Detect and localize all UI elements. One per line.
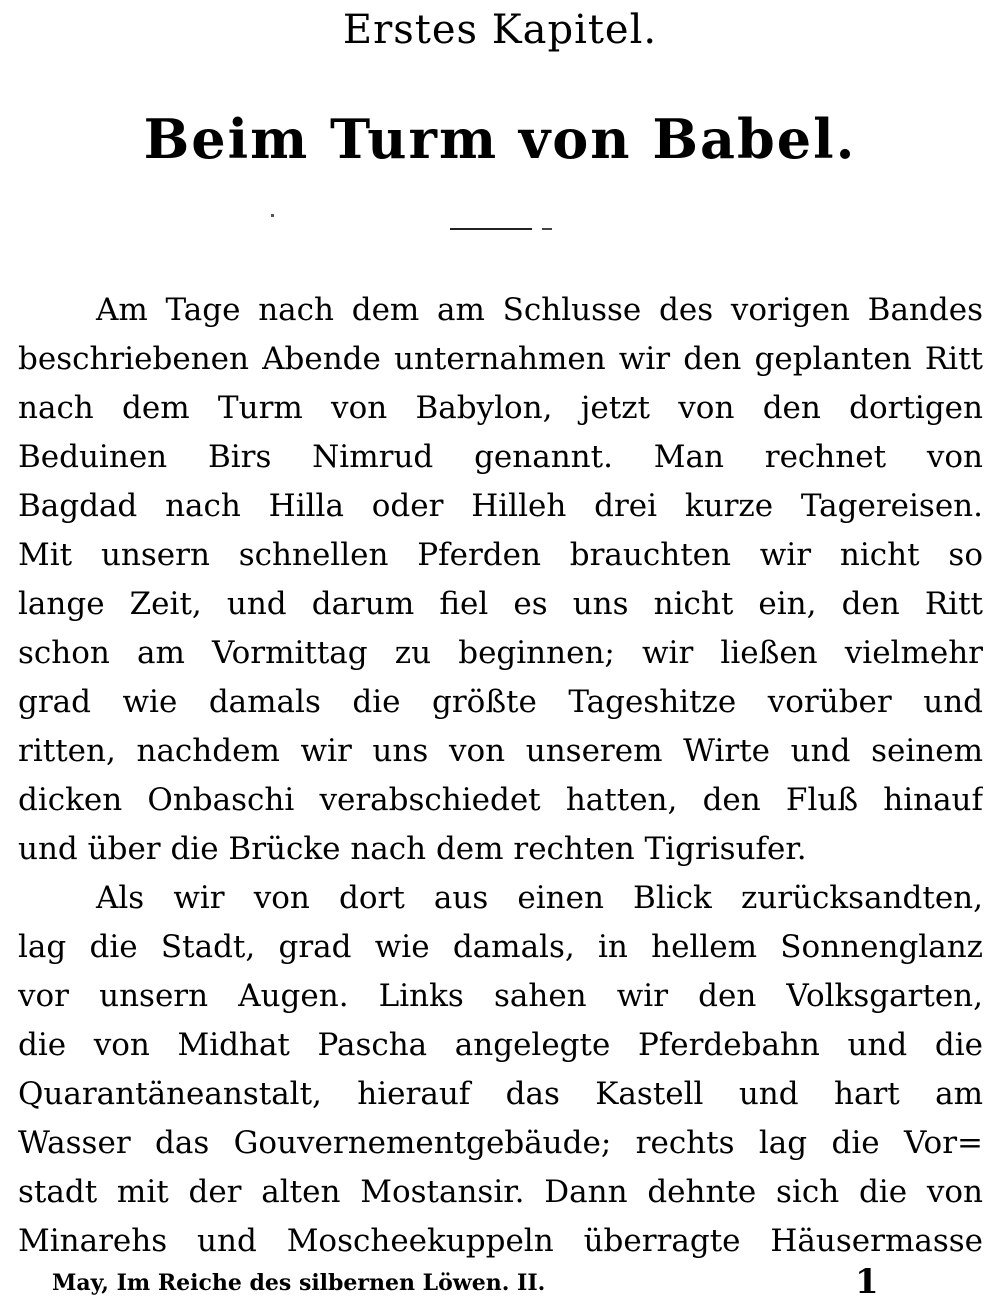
text-line: Minarehs und Moscheekuppeln überragte Häusermasse <box>18 1223 983 1259</box>
body-text <box>18 286 983 1266</box>
text-line: und über die Brücke nach dem rechten Tigrisufer. <box>18 831 807 867</box>
text-line: Am Tage nach dem am Schlusse des vorigen Bandes <box>96 292 983 328</box>
text-line: Als wir von dort aus einen Blick zurücksandten, <box>96 880 983 916</box>
text-line: Quarantäneanstalt, hierauf das Kastell und hart am <box>18 1076 983 1112</box>
text-line: Bagdad nach Hilla oder Hilleh drei kurze Tagereisen. <box>18 488 983 524</box>
chapter-title: Beim Turm von Babel. <box>143 107 857 171</box>
chapter-label: Erstes Kapitel. <box>342 7 658 53</box>
text-line: ritten, nachdem wir uns von unserem Wirte und seinem <box>18 733 983 769</box>
text-line: lag die Stadt, grad wie damals, in hellem Sonnenglanz <box>18 929 983 965</box>
page-number: 1 <box>855 1262 879 1302</box>
paragraph-2 <box>18 874 983 1266</box>
footer-signature: May, Im Reiche des silbernen Löwen. II. <box>52 1270 546 1296</box>
text-line: lange Zeit, und darum fiel es uns nicht ein, den Ritt <box>18 586 983 622</box>
text-line: schon am Vormittag zu beginnen; wir ließen vielmehr <box>18 635 983 671</box>
divider-rule <box>450 228 532 230</box>
paragraph-1 <box>18 286 983 874</box>
text-line: Mit unsern schnellen Pferden brauchten wir nicht so <box>18 537 983 573</box>
text-line: die von Midhat Pascha angelegte Pferdebahn und die <box>18 1027 983 1063</box>
text-line: stadt mit der alten Mostansir. Dann dehnte sich die von <box>18 1174 983 1210</box>
text-line: grad wie damals die größte Tageshitze vorüber und <box>18 684 983 720</box>
text-line: vor unsern Augen. Links sahen wir den Volksgarten, <box>18 978 983 1014</box>
text-line: Beduinen Birs Nimrud genannt. Man rechnet von <box>18 439 983 475</box>
text-line: nach dem Turm von Babylon, jetzt von den dortigen <box>18 390 983 426</box>
divider-dot <box>271 214 274 217</box>
text-line: dicken Onbaschi verabschiedet hatten, den Fluß hinauf <box>18 782 983 818</box>
text-line: Wasser das Gouvernementgebäude; rechts lag die Vor= <box>18 1125 983 1161</box>
divider-rule-tail <box>542 228 552 230</box>
text-line: beschriebenen Abende unternahmen wir den geplanten Ritt <box>18 341 983 377</box>
